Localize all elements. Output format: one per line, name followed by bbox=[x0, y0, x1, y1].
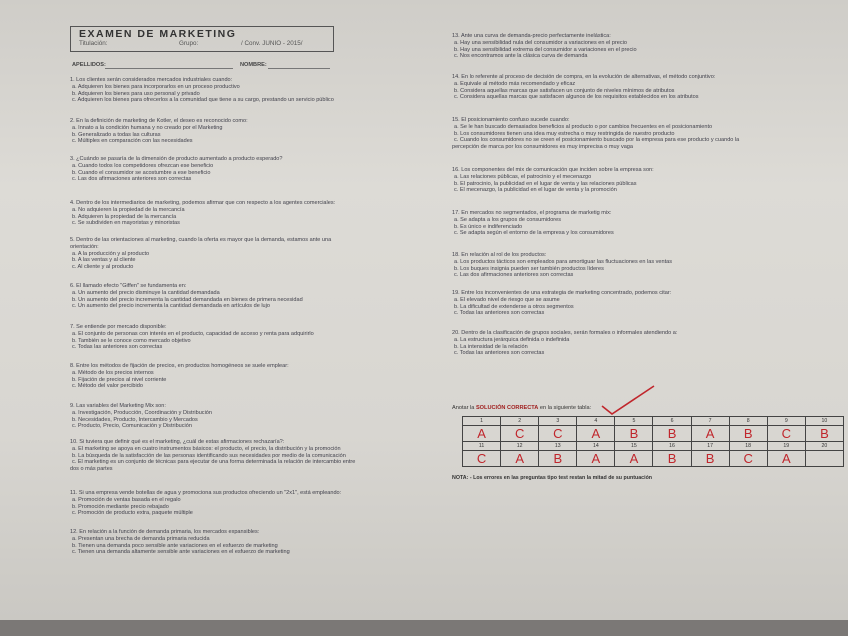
question-stem: 3. ¿Cuándo se pasaría de la dimensión de producto aumentado a producto esperado? bbox=[70, 156, 283, 162]
question-line: c. El mecenazgo, la publicidad en el lugar de venta y la promoción bbox=[454, 187, 617, 194]
answer-number-cell: 11 bbox=[463, 442, 501, 451]
question-q2 bbox=[70, 118, 400, 145]
question-line: c. El marketing es un conjunto de técnicas para ejecutar de una forma determinada la relación de intercambio entre bbox=[72, 459, 356, 466]
question-line: c. Las dos afirmaciones anteriores son correctas bbox=[72, 176, 192, 183]
question-line: c. Todas las anteriores son correctas bbox=[454, 310, 545, 317]
answer-number-cell: 18 bbox=[729, 442, 767, 451]
question-line: c. Al cliente y al producto bbox=[72, 264, 134, 270]
correction-check-mark bbox=[598, 384, 658, 418]
question-line: b. Considera aquellas marcas que satisfacen un conjunto de niveles mínimos de atributos bbox=[454, 87, 675, 94]
question-line: c. Cuando los consumidores no se creen el posicionamiento buscado por la empresa para ese producto y cuando la bbox=[454, 137, 740, 144]
question-stem: 11. Si una empresa vende botellas de agua y promociona sus productos ofreciendo un "2x1", está empleando: bbox=[70, 490, 342, 496]
question-line: a. La estructura jerárquica definida o indefinida bbox=[454, 336, 570, 343]
question-stem: 20. Dentro de la clasificación de grupos sociales, serán formales o informales atendiendo a: bbox=[452, 330, 678, 336]
question-line: a. Equivale al método más recomendado y eficaz bbox=[454, 80, 576, 87]
convocatoria-label: / Conv. JUNIO - 2015/ bbox=[241, 40, 303, 47]
nota-text: NOTA: - Los errores en las preguntas tipo test restan la mitad de su puntuación bbox=[452, 475, 653, 481]
question-stem: 16. Los componentes del mix de comunicación que inciden sobre la empresa son: bbox=[452, 167, 654, 173]
answer-letter-cell[interactable]: B bbox=[805, 426, 843, 442]
answer-number-cell: 17 bbox=[691, 442, 729, 451]
question-stem: 14. En lo referente al proceso de decisión de compra, en la evolución de alternativas, el método conjuntivo: bbox=[452, 74, 716, 80]
answer-letter-cell[interactable]: A bbox=[577, 426, 615, 442]
answer-number-cell: 15 bbox=[615, 442, 653, 451]
question-line: c. Considera aquellas marcas que satisfacen algunos de los requisitos establecidos en los atributos bbox=[454, 94, 699, 101]
question-line: c. Todas las anteriores son correctas bbox=[72, 344, 163, 351]
question-line: c. Método del valor percibido bbox=[72, 383, 143, 390]
question-line: a. Investigación, Producción, Coordinación y Distribución bbox=[72, 409, 212, 416]
question-line: c. Las dos afirmaciones anteriores son correctas bbox=[454, 272, 574, 279]
answer-row-letters-1 bbox=[463, 426, 844, 442]
question-line: c. Se adapta según el entorno de la empresa y los consumidores bbox=[454, 230, 614, 237]
answer-number-cell: 3 bbox=[539, 417, 577, 426]
question-line: a. Las relaciones públicas, el patrocinio y el mecenazgo bbox=[454, 173, 592, 180]
question-line: b. A las ventas y al cliente bbox=[72, 257, 136, 264]
question-q14 bbox=[452, 74, 812, 101]
question-line: a. Se le han buscado demasiados beneficios al producto o por cambios frecuentes en el posicionamiento bbox=[454, 123, 713, 130]
question-stem: 9. Las variables del Marketing Mix son: bbox=[70, 403, 166, 409]
question-line: b. La búsqueda de la satisfacción de las personas identificando sus necesidades por medio de la comunicación bbox=[72, 452, 346, 459]
question-q13 bbox=[452, 33, 812, 60]
question-stem: 5. Dentro de las orientaciones al marketing, cuando la oferta es mayor que la demanda, estamos ante una bbox=[70, 237, 332, 243]
answer-number-cell: 12 bbox=[501, 442, 539, 451]
answer-number-cell: 13 bbox=[539, 442, 577, 451]
question-line: c. Todas las anteriores son correctas bbox=[454, 350, 545, 357]
answer-letter-cell[interactable]: C bbox=[501, 426, 539, 442]
exam-title: EXAMEN DE MARKETING bbox=[79, 28, 237, 40]
question-q20 bbox=[452, 330, 812, 357]
question-line: a. Innato a la condición humana y no creado por el Marketing bbox=[72, 124, 223, 131]
question-stem: 15. El posicionamiento confuso sucede cuando: bbox=[452, 117, 570, 123]
question-line: c. Promoción de producto extra, paquete múltiple bbox=[72, 510, 193, 517]
question-q3 bbox=[70, 156, 400, 183]
answer-letter-cell[interactable]: A bbox=[615, 451, 653, 467]
answer-letter-cell[interactable]: B bbox=[729, 426, 767, 442]
question-line: b. Es único e indiferenciado bbox=[454, 223, 523, 230]
question-stem: 7. Se entiende por mercado disponible: bbox=[70, 324, 167, 330]
question-line: b. Adquieren los bienes para uso personal y privado bbox=[72, 90, 200, 97]
question-stem: 17. En mercados no segmentados, el programa de marketig mix: bbox=[452, 210, 612, 216]
answer-number-cell: 1 bbox=[463, 417, 501, 426]
question-q17 bbox=[452, 210, 812, 237]
question-line: c. Un aumento del precio incrementa la cantidad demandada en artículos de lujo bbox=[72, 303, 270, 310]
question-line: percepción de marca por los consumidores es muy imprecisa o muy vaga bbox=[452, 144, 633, 150]
answer-number-cell: 6 bbox=[653, 417, 691, 426]
question-q6 bbox=[70, 283, 400, 310]
question-line: a. El marketing se apoya en cuatro instrumentos básicos: el producto, el precio, la distribución y la promoción bbox=[72, 445, 341, 452]
question-line: dos o más partes bbox=[70, 466, 113, 472]
question-line: b. Los buques insignia pueden ser también productos líderes bbox=[454, 265, 604, 272]
question-line: b. Un aumento del precio incrementa la cantidad demandada en bienes de primera necesidad bbox=[72, 296, 303, 303]
question-line: b. También se le conoce como mercado objetivo bbox=[72, 337, 191, 344]
answer-letter-cell[interactable]: A bbox=[501, 451, 539, 467]
answer-letter-cell[interactable]: A bbox=[463, 426, 501, 442]
question-line: b. Fijación de precios al nivel corriente bbox=[72, 376, 167, 383]
question-q5 bbox=[70, 237, 400, 271]
question-q8 bbox=[70, 363, 400, 390]
answer-number-cell: 16 bbox=[653, 442, 691, 451]
question-stem: 1. Los clientes serán considerados mercados industriales cuando: bbox=[70, 77, 233, 83]
question-q18 bbox=[452, 252, 812, 279]
question-line: a. A la producción y al producto bbox=[72, 250, 150, 257]
question-line: b. Los consumidores tienen una idea muy estrecha o muy restringida de nuestro producto bbox=[454, 130, 675, 137]
answer-number-cell: 8 bbox=[729, 417, 767, 426]
question-line: a. Un aumento del precio disminuye la cantidad demandada bbox=[72, 289, 220, 296]
answer-row-numbers-2 bbox=[463, 442, 844, 451]
question-q15 bbox=[452, 117, 812, 151]
exam-header-box bbox=[70, 26, 334, 52]
question-q1 bbox=[70, 77, 400, 104]
apellidos-line bbox=[105, 68, 233, 69]
question-stem: 19. Entre los inconvenientes de una estrategia de marketing concentrado, podemos citar: bbox=[452, 290, 672, 296]
question-stem: 10. Si tuviera que definir qué es el marketing, ¿cuál de estas afirmaciones rechazaría?: bbox=[70, 439, 285, 445]
question-line: orientación: bbox=[70, 243, 99, 250]
answer-letter-cell[interactable]: C bbox=[767, 426, 805, 442]
question-line: a. Promoción de ventas basada en el regalo bbox=[72, 496, 181, 503]
question-q9 bbox=[70, 403, 400, 430]
apellidos-label: APELLIDOS: bbox=[72, 62, 106, 68]
question-line: b. El patrocinio, la publicidad en el lugar de venta y las relaciones públicas bbox=[454, 180, 637, 187]
question-line: b. La intensidad de la relación bbox=[454, 343, 528, 350]
question-stem: 4. Dentro de los intermediarios de marketing, podemos afirmar que con respecto a los agentes comerciales: bbox=[70, 200, 336, 206]
answer-number-cell: 10 bbox=[805, 417, 843, 426]
answer-number-cell: 19 bbox=[767, 442, 805, 451]
answer-title-suffix: en la siguiente tabla: bbox=[539, 405, 592, 411]
table-surface bbox=[0, 620, 848, 636]
question-line: a. Los productos tácticos son empleados para amortiguar las fluctuaciones en las ventas bbox=[454, 258, 672, 265]
answer-letter-cell[interactable]: B bbox=[653, 426, 691, 442]
answer-row-letters-2 bbox=[463, 451, 844, 467]
answer-letter-cell[interactable]: A bbox=[577, 451, 615, 467]
answer-number-cell: 20 bbox=[805, 442, 843, 451]
question-line: a. Presentan una brecha de demanda primaria reducida bbox=[72, 535, 210, 542]
question-stem: 2. En la definición de marketing de Kotler, el deseo es reconocido como: bbox=[70, 118, 248, 124]
question-line: b. Generalizado a todas las culturas bbox=[72, 131, 161, 138]
answer-letter-cell[interactable]: B bbox=[653, 451, 691, 467]
question-q16 bbox=[452, 167, 812, 194]
question-q7 bbox=[70, 324, 400, 351]
question-line: b. Cuando el consumidor se acostumbre a ese beneficio bbox=[72, 169, 211, 176]
question-line: b. Promoción mediante precio rebajado bbox=[72, 503, 169, 510]
question-stem: 8. Entre los métodos de fijación de precios, en productos homogéneos se suele emplear: bbox=[70, 363, 289, 369]
answer-letter-cell[interactable]: B bbox=[539, 451, 577, 467]
question-line: b. La dificultad de extenderse a otros segmentos bbox=[454, 303, 574, 310]
answer-letter-cell[interactable]: C bbox=[539, 426, 577, 442]
answer-letter-cell[interactable]: B bbox=[691, 451, 729, 467]
question-line: c. Adquieren los bienes para ofrecerlos a la comunidad que tiene a su cargo, prestando un servicio público bbox=[72, 97, 334, 104]
question-stem: 18. En relación al rol de los productos: bbox=[452, 252, 547, 258]
question-line: c. Nos encontramos ante la clásica curva de demanda bbox=[454, 53, 588, 60]
question-q12 bbox=[70, 529, 400, 556]
question-line: b. Tienen una demanda poco sensible ante variaciones en el esfuerzo de marketing bbox=[72, 542, 278, 549]
question-line: c. Producto, Precio, Comunicación y Distribución bbox=[72, 423, 192, 430]
answer-number-cell: 5 bbox=[615, 417, 653, 426]
answer-title-prefix: Anotar la bbox=[452, 405, 475, 411]
answer-letter-cell[interactable]: A bbox=[767, 451, 805, 467]
question-line: a. No adquieren la propiedad de la mercancía bbox=[72, 206, 185, 213]
question-line: b. Adquieren la propiedad de la mercancía bbox=[72, 213, 177, 220]
answer-number-cell: 2 bbox=[501, 417, 539, 426]
question-stem: 13. Ante una curva de demanda-precio perfectamente inelástica: bbox=[452, 33, 611, 39]
question-line: a. Adquieren los bienes para incorporarlos en un proceso productivo bbox=[72, 83, 240, 90]
question-line: a. Cuando todos los competidores ofrezcan ese beneficio bbox=[72, 162, 214, 169]
question-line: a. Se adapta a los grupos de consumidores bbox=[454, 216, 561, 223]
answer-letter-cell[interactable]: C bbox=[729, 451, 767, 467]
answer-table bbox=[462, 416, 844, 467]
question-line: c. Se subdividen en mayoristas y minoristas bbox=[72, 220, 180, 227]
answer-letter-cell[interactable]: A bbox=[691, 426, 729, 442]
answer-title-bold: SOLUCIÓN CORRECTA bbox=[475, 405, 539, 411]
question-line: a. Hay una sensibilidad nula del consumidor a variaciones en el precio bbox=[454, 39, 627, 46]
answer-letter-cell[interactable] bbox=[805, 451, 843, 467]
question-line: c. Tienen una demanda altamente sensible ante variaciones en el esfuerzo de marketing bbox=[72, 549, 290, 556]
question-line: b. Necesidades, Producto, Intercambio y Mercados bbox=[72, 416, 198, 423]
question-q4 bbox=[70, 200, 400, 227]
answer-letter-cell[interactable]: C bbox=[463, 451, 501, 467]
answer-number-cell: 4 bbox=[577, 417, 615, 426]
question-line: a. El conjunto de personas con interés en el producto, capacidad de acceso y renta para adquirirlo bbox=[72, 330, 314, 337]
question-stem: 6. El llamado efecto "Giffen" se fundamenta en: bbox=[70, 283, 187, 289]
question-q11 bbox=[70, 490, 400, 517]
question-q19 bbox=[452, 290, 812, 317]
question-q10 bbox=[70, 439, 400, 473]
grupo-label: Grupo: bbox=[179, 40, 199, 47]
question-stem: 12. En relación a la función de demanda primaria, los mercados expansibles: bbox=[70, 529, 260, 535]
answer-number-cell: 9 bbox=[767, 417, 805, 426]
question-line: c. Múltiples en comparación con las necesidades bbox=[72, 138, 193, 145]
nombre-line bbox=[268, 68, 330, 69]
answer-number-cell: 7 bbox=[691, 417, 729, 426]
answer-letter-cell[interactable]: B bbox=[615, 426, 653, 442]
nombre-label: NOMBRE: bbox=[240, 62, 267, 68]
answer-table-title bbox=[452, 405, 591, 411]
question-line: a. Método de los precios internos bbox=[72, 369, 154, 376]
question-line: b. Hay una sensibilidad extrema del consumidor a variaciones en el precio bbox=[454, 46, 637, 53]
titulacion-label: Titulación: bbox=[79, 40, 108, 47]
question-line: a. El elevado nivel de riesgo que se asume bbox=[454, 296, 560, 303]
answer-number-cell: 14 bbox=[577, 442, 615, 451]
